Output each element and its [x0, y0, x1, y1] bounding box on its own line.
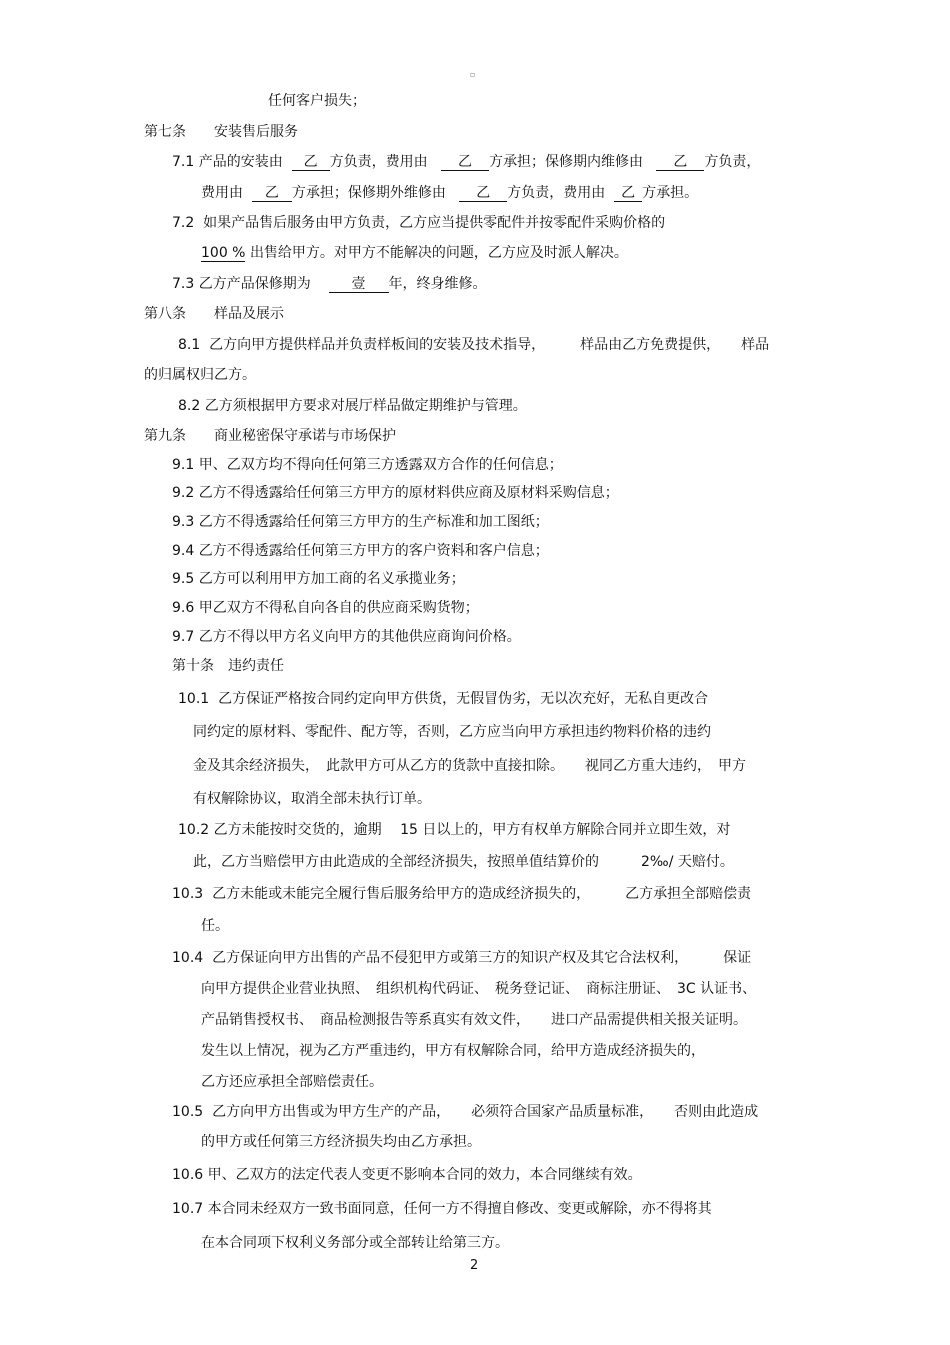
clause-10-4-line-4: 发生以上情况，视为乙方严重违约，甲方有权解除合同，给甲方造成经济损失的， [201, 1043, 705, 1059]
article-7-heading: 第七条 安装售后服务 [144, 124, 298, 140]
clause-7-2-line-2: 100 % 出售给甲方。对甲方不能解决的问题，乙方应及时派人解决。 [201, 245, 628, 261]
clause-9-2: 9.2 乙方不得透露给任何第三方甲方的原材料供应商及原材料采购信息； [172, 485, 619, 501]
clause-8-1-line-1: 8.1 乙方向甲方提供样品并负责样板间的安装及技术指导， 样品由乙方免费提供， 样品 [178, 337, 770, 353]
blank-post-warranty-cost: 乙 [614, 185, 642, 202]
line-customer-loss: 任何客户损失； [268, 93, 366, 109]
clause-10-1-line-4: 有权解除协议，取消全部未执行订单。 [193, 791, 431, 807]
header-mark: ▫ [470, 70, 476, 79]
clause-10-5-line-1: 10.5 乙方向甲方出售或为甲方生产的产品， 必须符合国家产品质量标准， 否则由此造成 [172, 1104, 759, 1120]
clause-10-3-line-2: 任。 [201, 918, 229, 934]
clause-10-2-line-2: 此，乙方当赔偿甲方由此造成的全部经济损失，按照单值结算价的 2‰/ 天赔付。 [193, 854, 734, 870]
clause-8-2: 8.2 乙方须根据甲方要求对展厅样品做定期维护与管理。 [178, 398, 527, 414]
blank-install-cost: 乙 [441, 154, 489, 171]
blank-post-warranty-repair: 乙 [459, 185, 507, 202]
clause-10-6: 10.6 甲、乙双方的法定代表人变更不影响本合同的效力，本合同继续有效。 [172, 1167, 642, 1183]
clause-10-1-line-2: 同约定的原材料、零配件、配方等，否则，乙方应当向甲方承担违约物料价格的违约 [193, 724, 711, 740]
clause-10-4-line-3: 产品销售授权书、 商品检测报告等系真实有效文件， 进口产品需提供相关报关证明。 [201, 1012, 747, 1028]
clause-10-3-line-1: 10.3 乙方未能或未能完全履行售后服务给甲方的造成经济损失的， 乙方承担全部赔偿责 [172, 886, 752, 902]
clause-9-6: 9.6 甲乙双方不得私自向各自的供应商采购货物； [172, 600, 479, 616]
blank-price-percent: 100 % [201, 245, 246, 261]
clause-9-5: 9.5 乙方可以利用甲方加工商的名义承揽业务； [172, 571, 465, 587]
clause-10-4-line-2: 向甲方提供企业营业执照、 组织机构代码证、 税务登记证、 商标注册证、 3C 认证书、 [201, 981, 757, 997]
clause-7-2-line-1: 7.2 如果产品售后服务由甲方负责，乙方应当提供零配件并按零配件采购价格的 [172, 215, 666, 231]
clause-9-3: 9.3 乙方不得透露给任何第三方甲方的生产标准和加工图纸； [172, 514, 549, 530]
article-9-heading: 第九条 商业秘密保守承诺与市场保护 [144, 428, 396, 444]
clause-9-4: 9.4 乙方不得透露给任何第三方甲方的客户资料和客户信息； [172, 543, 549, 559]
blank-warranty-cost: 乙 [252, 185, 292, 202]
clause-10-7-line-1: 10.7 本合同未经双方一致书面同意，任何一方不得擅自修改、变更或解除，亦不得将其 [172, 1201, 712, 1217]
clause-10-1-line-3: 金及其余经济损失， 此款甲方可从乙方的货款中直接扣除。 视同乙方重大违约， 甲方 [193, 758, 746, 774]
clause-10-4-line-5: 乙方还应承担全部赔偿责任。 [201, 1074, 383, 1090]
article-8-heading: 第八条 样品及展示 [144, 306, 284, 322]
clause-10-7-line-2: 在本合同项下权利义务部分或全部转让给第三方。 [201, 1235, 509, 1251]
clause-8-1-line-2: 的归属权归乙方。 [144, 367, 256, 383]
clause-10-5-line-2: 的甲方或任何第三方经济损失均由乙方承担。 [201, 1134, 481, 1150]
clause-10-1-line-1: 10.1 乙方保证严格按合同约定向甲方供货，无假冒伪劣，无以次充好，无私自更改合 [178, 691, 709, 707]
article-10-heading: 第十条 违约责任 [172, 658, 284, 674]
blank-warranty-years: 壹 [329, 276, 389, 293]
clause-9-7: 9.7 乙方不得以甲方名义向甲方的其他供应商询问价格。 [172, 629, 521, 645]
clause-7-3: 7.3 乙方产品保修期为 壹 年，终身维修。 [172, 276, 487, 292]
clause-10-4-line-1: 10.4 乙方保证向甲方出售的产品不侵犯甲方或第三方的知识产权及其它合法权利， 保证 [172, 950, 752, 966]
clause-10-2-line-1: 10.2 乙方未能按时交货的，逾期 15 日以上的，甲方有权单方解除合同并立即生效，对 [178, 822, 731, 838]
clause-9-1: 9.1 甲、乙双方均不得向任何第三方透露双方合作的任何信息； [172, 457, 563, 473]
clause-7-1-line-2: 费用由 乙 方承担；保修期外维修由 乙 方负责，费用由 乙 方承担。 [201, 185, 699, 201]
blank-installer: 乙 [292, 154, 330, 171]
clause-7-1-line-1: 7.1 产品的安装由 乙 方负责，费用由 乙 方承担；保修期内维修由 乙 方负责， [172, 154, 761, 170]
blank-warranty-repair: 乙 [656, 154, 704, 171]
page-number: 2 [470, 1258, 479, 1273]
